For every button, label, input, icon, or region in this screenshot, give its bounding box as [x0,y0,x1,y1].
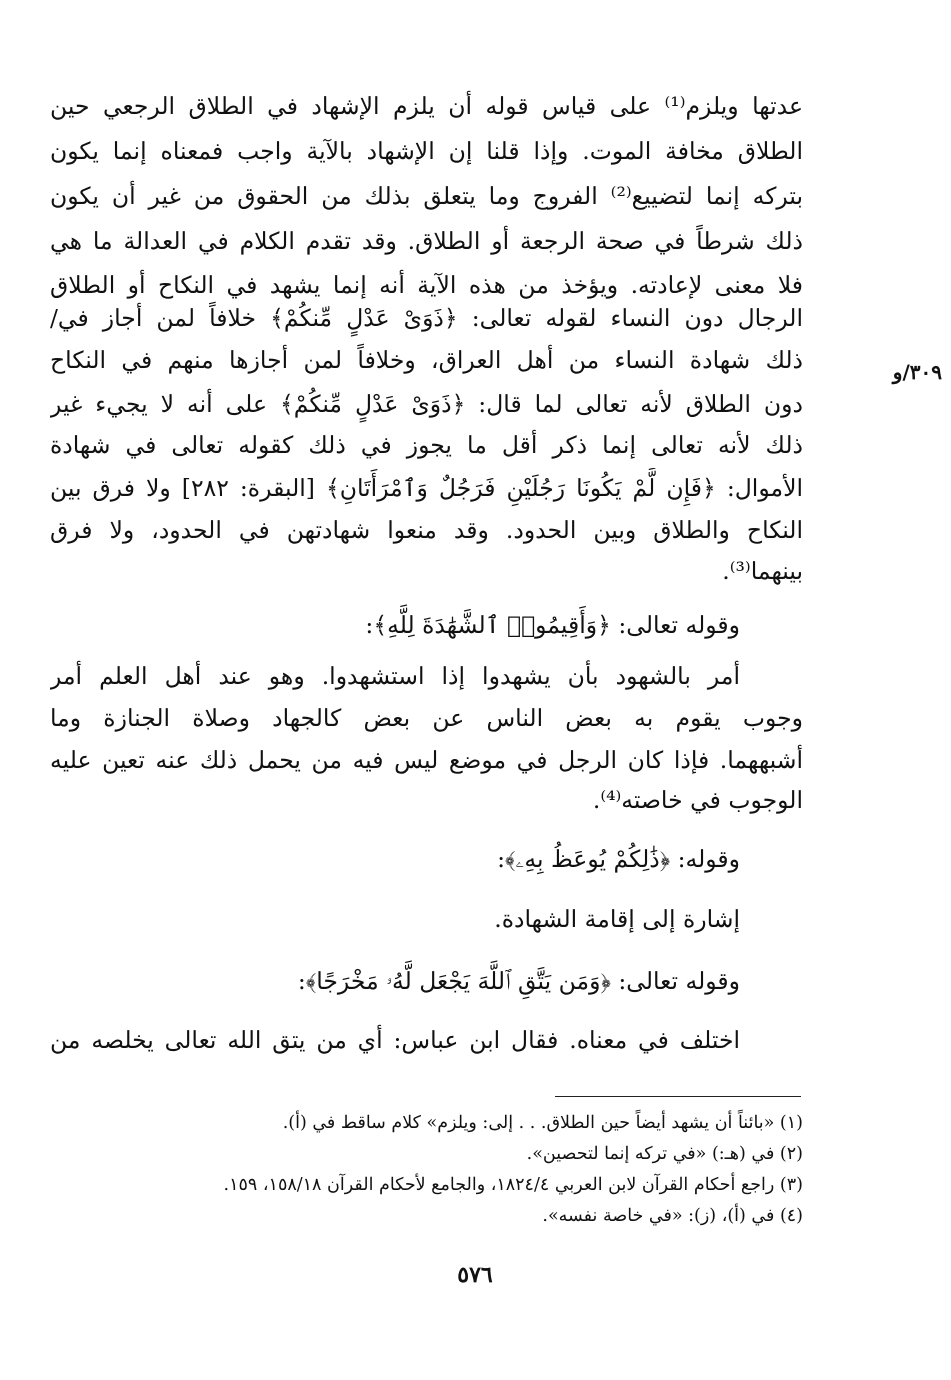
text-line: النكاح والطلاق وبين الحدود. وقد منعوا شهادتهن في الحدود، ولا فرق [50,516,803,544]
text-line: بينهما⁽³⁾. [722,557,803,585]
text-line: بتركه إنما لتضييع⁽²⁾ الفروج وما يتعلق بذلك من الحقوق من غير أن يكون [50,182,803,210]
footnote: (٤) في (أ)، (ز): «في خاصة نفسه». [542,1206,803,1226]
text-line: الأموال: ﴿فَإِن لَّمْ يَكُونَا رَجُلَيْنِ فَرَجُلٌ وَٱمْرَأَتَانِ﴾ [البقرة: ٢٨٢] ولا فرق بين [50,474,803,502]
text-line: ذلك شهادة النساء من أهل العراق، وخلافاً لمن أجازها منهم في النكاح [50,346,803,374]
text-line: عدتها ويلزم⁽¹⁾ على قياس قوله أن يلزم الإشهاد في الطلاق الرجعي حين [50,92,803,120]
text-line: ذلك شرطاً في صحة الرجعة أو الطلاق. وقد تقدم الكلام في العدالة ما هي [50,227,803,255]
text-line: الوجوب في خاصته⁽⁴⁾. [592,786,803,814]
footnote-divider [555,1096,801,1097]
text-line: أشبههما. فإذا كان الرجل في موضع ليس فيه من يحمل ذلك عنه تعين عليه [50,746,803,774]
text-line: ذلك لأنه تعالى إنما ذكر أقل ما يجوز في ذلك كقوله تعالى في شهادة [50,431,803,459]
text-line: فلا معنى لإعادته. ويؤخذ من هذه الآية أنه إنما يشهد في النكاح أو الطلاق [50,271,803,299]
footnote: (١) «بائناً أن يشهد أيضاً حين الطلاق. . . إلى: ويلزم» كلام ساقط في (أ). [282,1113,803,1133]
quran-verse-heading: وقوله: ﴿ذَٰلِكُمْ يُوعَظُ بِهِۦ﴾: [497,845,740,873]
text-line: إشارة إلى إقامة الشهادة. [494,905,740,933]
quran-verse-heading: وقوله تعالى: ﴿وَأَقِيمُوا۟ ٱلشَّهَٰدَةَ لِلَّهِ﴾: [365,611,740,639]
text-line: وجوب يقوم به بعض الناس عن بعض كالجهاد وصلاة الجنازة وما [50,704,803,732]
footnote: (٣) راجع أحكام القرآن لابن العربي ١٨٢٤/٤، والجامع لأحكام القرآن ١٥٨/١٨، ١٥٩. [223,1175,803,1195]
margin-folio-note: ٣٠٩/و [892,360,942,384]
text-line: اختلف في معناه. فقال ابن عباس: أي من يتق الله تعالى يخلصه من [50,1026,740,1054]
text-line: أمر بالشهود بأن يشهدوا إذا استشهدوا. وهو عند أهل العلم أمر [50,662,740,690]
page-number: ٥٧٦ [457,1262,493,1288]
text-line: الرجال دون النساء لقوله تعالى: ﴿ذَوَىْ عَدْلٍ مِّنكُمْ﴾ خلافاً لمن أجاز في/ [50,304,803,332]
text-line: دون الطلاق لأنه تعالى لما قال: ﴿ذَوَىْ عَدْلٍ مِّنكُمْ﴾ على أنه لا يجيء غير [50,390,803,418]
footnote: (٢) في (هـ:) «في تركه إنما لتحصين». [526,1144,803,1164]
text-line: الطلاق مخافة الموت. وإذا قلنا إن الإشهاد بالآية واجب فمعناه إنما يكون [50,137,803,165]
quran-verse-heading: وقوله تعالى: ﴿وَمَن يَتَّقِ ٱللَّهَ يَجْعَل لَّهُۥ مَخْرَجًا﴾: [297,967,740,995]
